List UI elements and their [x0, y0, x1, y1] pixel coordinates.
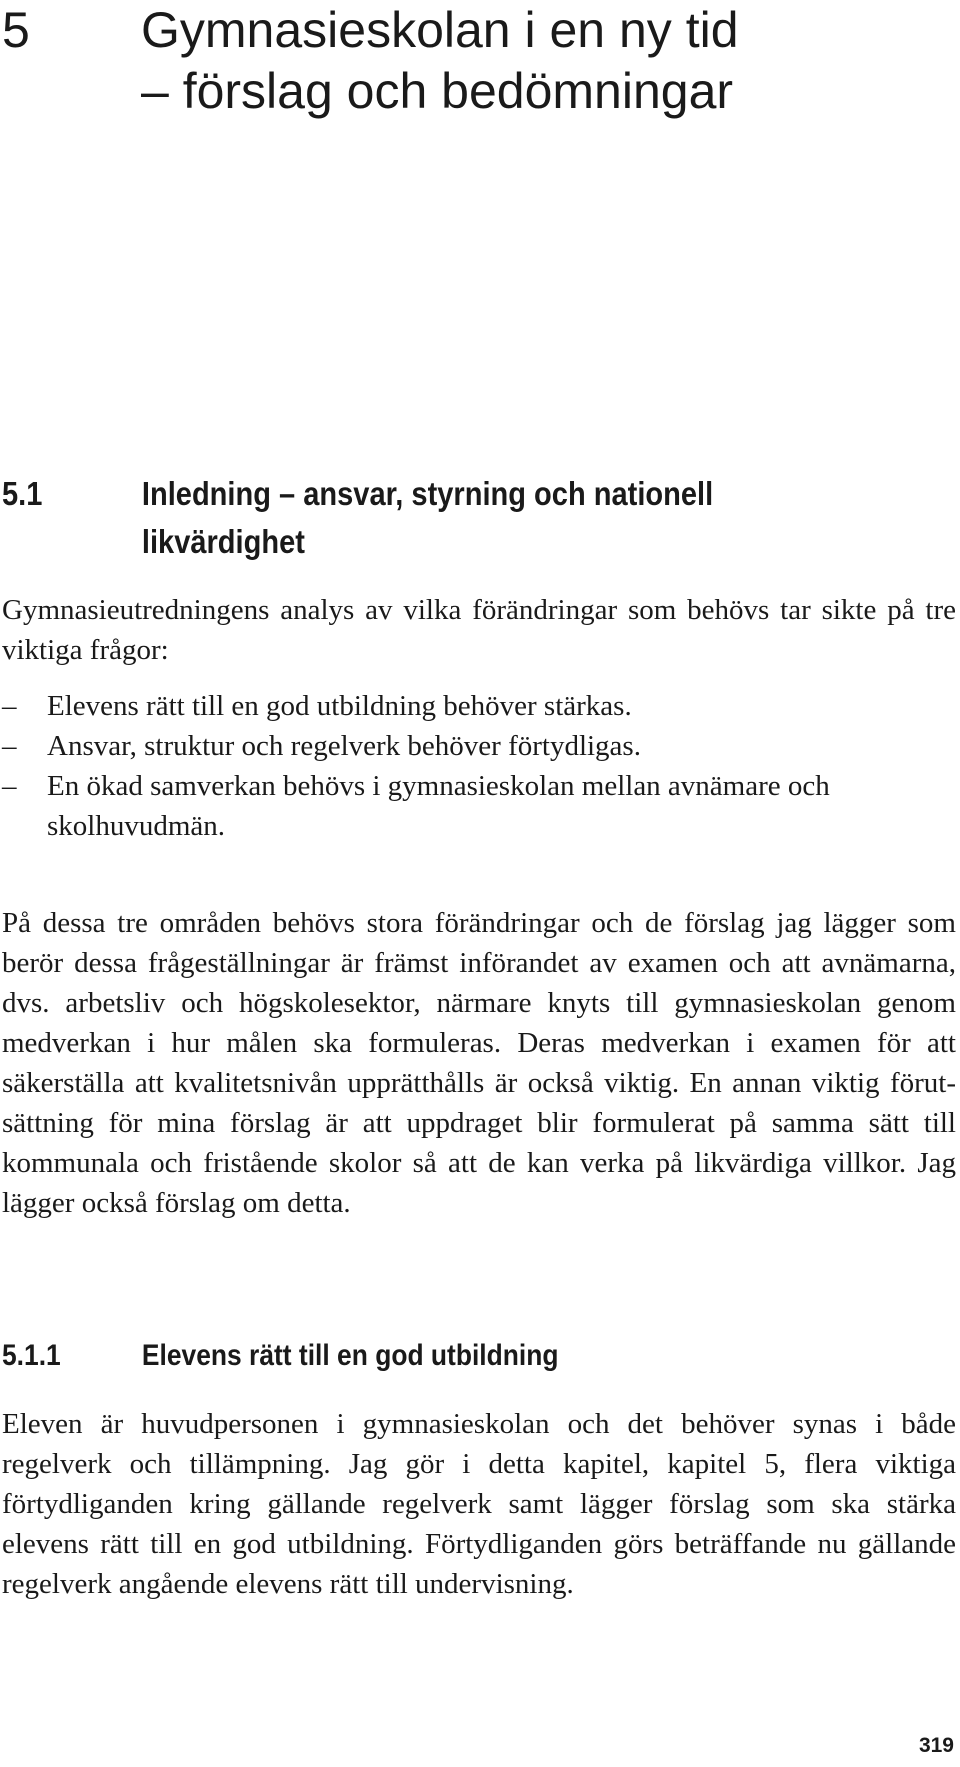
section-title-line-1: Inledning – ansvar, styrning och nationell [141, 475, 714, 512]
dash-list [2, 686, 956, 846]
section-title [142, 470, 934, 566]
list-item [2, 686, 956, 726]
list-item-text: Elevens rätt till en god utbildning behöver stärkas. [47, 690, 632, 722]
subsection-number: 5.1.1 [2, 1339, 61, 1372]
list-dash: – [2, 690, 17, 722]
section-title-line-2: likvärdighet [141, 523, 305, 560]
list-item-text: Ansvar, struktur och regelverk behöver förtydligas. [47, 730, 641, 762]
chapter-number: 5 [2, 2, 30, 58]
list-item [2, 726, 956, 766]
chapter-title [141, 0, 941, 122]
body-paragraph-3: Eleven är huvudpersonen i gymnasieskolan och det behöver synas i både regelverk och tillämpning. Jag gör i detta kapitel, kapitel 5, flera viktiga förtydliganden kring gällande regelverk samt lägger förslag som ska stärka elevens rätt till en god utbildning. Förtydliganden görs beträffande nu gällande regelverk angående elevens rätt till undervisning. [2, 1408, 956, 1600]
intro-paragraph: Gymnasieutredningens analys av vilka förändringar som behövs tar sikte på tre viktiga frågor: [2, 594, 956, 666]
body-paragraph-2: På dessa tre områden behövs stora förändringar och de förslag jag lägger som berör dessa frågeställningar är främst införandet av examen och att avnämarna, dvs. arbetsliv och högskolesektor, närmare knyts till gymnasieskolan genom medverkan i hur målen ska formuleras. Deras medverkan i examen för att säkerställa att kvalitetsnivån upprätthålls är också viktig. En annan viktig förutsättning för mina förslag är att uppdraget blir formulerat på samma sätt till kommunala och fristående skolor så att de kan verka på likvärdiga villkor. Jag lägger också förslag om detta. [2, 907, 956, 1219]
page-number: 319 [918, 1734, 954, 1757]
list-item-text: En ökad samverkan behövs i gymnasieskolan mellan avnämare och skolhuvudmän. [47, 770, 830, 842]
list-dash: – [2, 730, 17, 762]
list-dash: – [2, 770, 17, 802]
list-item [2, 766, 956, 846]
subsection-title: Elevens rätt till en god utbildning [141, 1339, 559, 1372]
chapter-title-line-2: – förslag och bedömningar [141, 63, 734, 119]
section-number: 5.1 [2, 475, 43, 512]
chapter-title-line-1: Gymnasieskolan i en ny tid [141, 2, 739, 58]
